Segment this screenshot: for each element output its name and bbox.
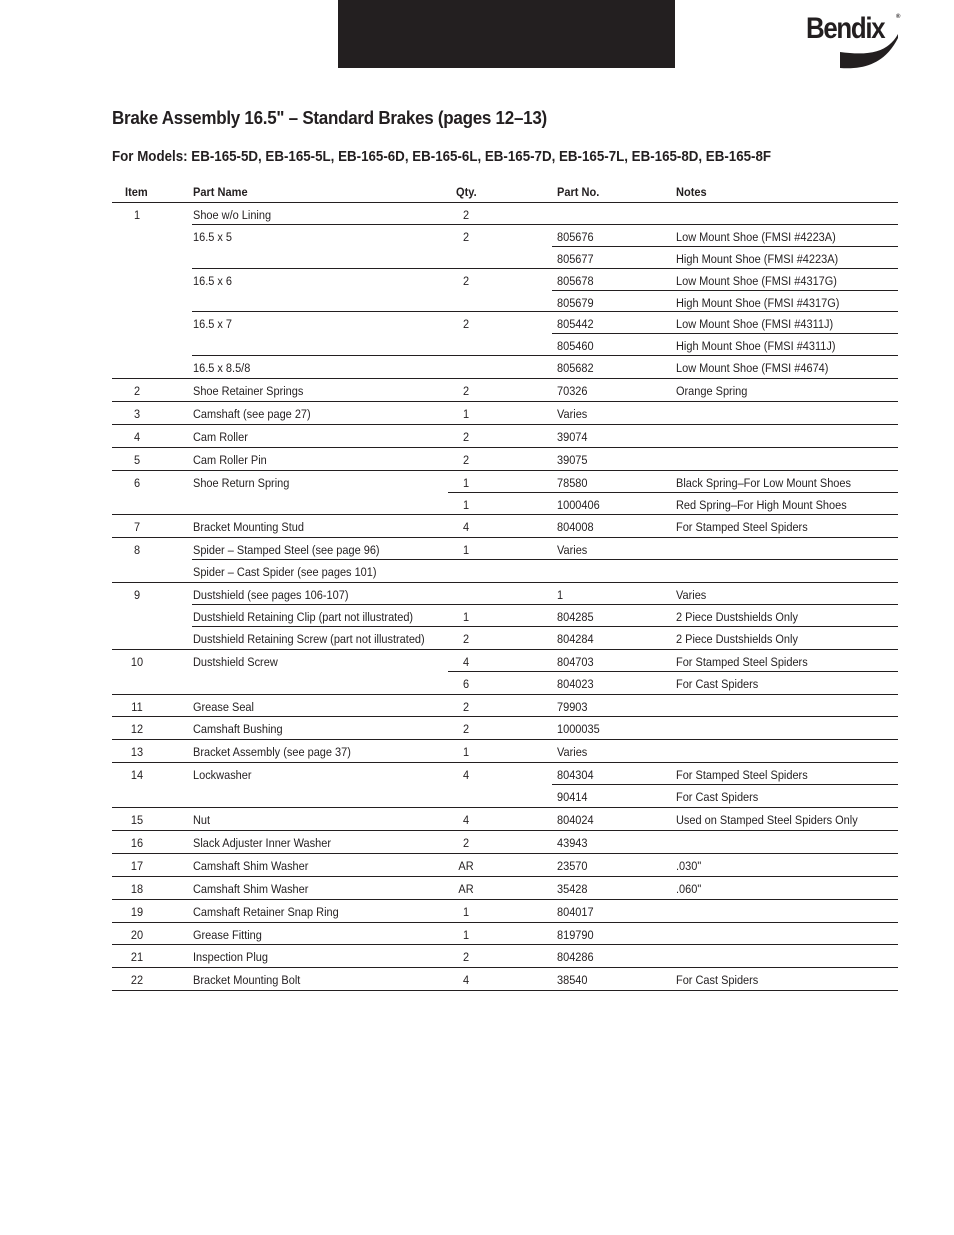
table-item-group (112, 538, 898, 583)
part-name-cell: 16.5 x 7 (193, 317, 233, 332)
part-name-cell: 16.5 x 8.5/8 (193, 361, 251, 376)
part-no-cell: 805678 (557, 273, 594, 288)
part-no-cell: 90414 (557, 790, 588, 805)
part-no-cell: 38540 (557, 973, 588, 988)
item-cell: 1 (133, 208, 141, 222)
item-cell: 14 (130, 768, 144, 783)
part-name-cell: Dustshield (see pages 106-107) (193, 588, 349, 603)
table-row (112, 717, 898, 739)
qty-cell: 2 (462, 429, 470, 444)
part-no-cell: 1000035 (557, 722, 600, 737)
models-subtitle: For Models: EB-165-5D, EB-165-5L, EB-165-6D, EB-165-6L, EB-165-7D, EB-165-7L, EB-165-8D, EB-165-8F (112, 149, 772, 165)
part-name-cell: Slack Adjuster Inner Washer (193, 835, 331, 850)
item-cell: 7 (133, 520, 141, 535)
part-name-cell: Bracket Mounting Bolt (193, 973, 301, 988)
part-name-cell: Spider – Stamped Steel (see page 96) (193, 543, 380, 558)
table-row (112, 356, 898, 378)
header-part-name: Part Name (193, 185, 248, 199)
logo-wordmark: Bendix (806, 12, 885, 45)
table-body (112, 203, 898, 991)
part-no-cell: 804284 (557, 631, 594, 646)
qty-cell: 1 (462, 407, 470, 422)
table-row (112, 854, 898, 876)
part-no-cell: 23570 (557, 858, 588, 873)
table-row (112, 269, 898, 291)
qty-cell: 1 (462, 610, 470, 625)
notes-cell: Black Spring–For Low Mount Shoes (676, 475, 851, 490)
table-row (112, 493, 898, 515)
part-no-cell: 804017 (557, 904, 594, 919)
page-title: Brake Assembly 16.5" – Standard Brakes (pages 12–13) (112, 107, 547, 128)
table-row (112, 785, 898, 807)
table-item-group (112, 854, 898, 877)
part-name-cell: Camshaft (see page 27) (193, 407, 311, 422)
part-name-cell: Lockwasher (193, 768, 252, 783)
table-row (112, 605, 898, 627)
qty-cell: 2 (462, 273, 470, 288)
table-item-group (112, 203, 898, 379)
table-row (112, 471, 898, 493)
parts-table (112, 180, 898, 991)
notes-cell: Varies (676, 588, 707, 603)
table-row (112, 627, 898, 649)
notes-cell: Low Mount Shoe (FMSI #4223A) (676, 229, 836, 244)
table-row (112, 225, 898, 247)
table-row (112, 334, 898, 356)
part-name-cell: Grease Seal (193, 699, 254, 714)
notes-cell: For Stamped Steel Spiders (676, 768, 808, 783)
part-no-cell: 804024 (557, 813, 594, 828)
qty-cell: 4 (462, 654, 470, 669)
part-no-cell: Varies (557, 407, 588, 422)
table-item-group (112, 425, 898, 448)
qty-cell: AR (458, 881, 474, 896)
qty-cell: 1 (462, 475, 470, 490)
qty-cell: 2 (462, 317, 470, 332)
table-item-group (112, 448, 898, 471)
qty-cell: 4 (462, 973, 470, 988)
table-row (112, 312, 898, 334)
item-cell: 16 (130, 835, 144, 850)
table-item-group (112, 808, 898, 831)
table-row (112, 538, 898, 560)
item-cell: 15 (130, 813, 144, 828)
table-row (112, 763, 898, 785)
item-cell: 9 (133, 588, 141, 603)
item-cell: 6 (133, 475, 141, 490)
table-row (112, 448, 898, 470)
qty-cell: 2 (462, 452, 470, 467)
qty-cell: 4 (462, 520, 470, 535)
item-cell: 2 (133, 384, 141, 399)
part-no-cell: 39074 (557, 429, 588, 444)
table-row (112, 583, 898, 605)
qty-cell: 2 (462, 835, 470, 850)
table-item-group (112, 923, 898, 946)
part-no-cell: 805442 (557, 317, 594, 332)
notes-cell: Low Mount Shoe (FMSI #4317G) (676, 273, 837, 288)
notes-cell: Low Mount Shoe (FMSI #4674) (676, 361, 829, 376)
table-item-group (112, 831, 898, 854)
qty-cell: 2 (462, 631, 470, 646)
table-item-group (112, 763, 898, 808)
part-no-cell: 35428 (557, 881, 588, 896)
qty-cell: 1 (462, 543, 470, 558)
qty-cell: 2 (462, 950, 470, 965)
table-row (112, 945, 898, 967)
part-no-cell: 804703 (557, 654, 594, 669)
table-item-group (112, 968, 898, 991)
header-item: Item (125, 185, 148, 199)
part-no-cell: 805682 (557, 361, 594, 376)
table-header (112, 180, 898, 203)
item-cell: 19 (130, 904, 144, 919)
part-no-cell: 805676 (557, 229, 594, 244)
table-row (112, 900, 898, 922)
item-cell: 18 (130, 881, 144, 896)
part-no-cell: 43943 (557, 835, 588, 850)
header-part-no: Part No. (557, 185, 600, 199)
item-cell: 8 (133, 543, 141, 558)
item-cell: 22 (130, 973, 144, 988)
notes-cell: High Mount Shoe (FMSI #4317G) (676, 295, 840, 310)
part-no-cell: 804286 (557, 950, 594, 965)
notes-cell: Used on Stamped Steel Spiders Only (676, 813, 858, 828)
header-bar (338, 0, 675, 68)
qty-cell: 1 (462, 927, 470, 942)
qty-cell: 1 (462, 904, 470, 919)
part-no-cell: 805460 (557, 339, 594, 354)
table-row (112, 203, 898, 225)
notes-cell: For Cast Spiders (676, 973, 759, 988)
table-row (112, 379, 898, 401)
part-name-cell: 16.5 x 5 (193, 229, 233, 244)
table-row (112, 695, 898, 717)
notes-cell: 2 Piece Dustshields Only (676, 631, 798, 646)
part-name-cell: Dustshield Retaining Clip (part not illustrated) (193, 610, 414, 625)
qty-cell: 1 (462, 745, 470, 760)
notes-cell: .030" (676, 858, 702, 873)
qty-cell: 4 (462, 768, 470, 783)
part-no-cell: 78580 (557, 475, 588, 490)
notes-cell: Orange Spring (676, 384, 748, 399)
table-item-group (112, 402, 898, 425)
header-notes: Notes (676, 185, 707, 199)
table-item-group (112, 379, 898, 402)
notes-cell: For Cast Spiders (676, 790, 759, 805)
table-row (112, 831, 898, 853)
item-cell: 21 (130, 950, 144, 965)
part-name-cell: Cam Roller Pin (193, 452, 267, 467)
item-cell: 13 (130, 745, 144, 760)
table-row (112, 968, 898, 990)
item-cell: 11 (131, 699, 143, 714)
part-no-cell: 804285 (557, 610, 594, 625)
part-no-cell: 79903 (557, 699, 588, 714)
qty-cell: AR (458, 858, 474, 873)
part-name-cell: Camshaft Retainer Snap Ring (193, 904, 339, 919)
notes-cell: .060" (676, 881, 702, 896)
item-cell: 10 (130, 654, 144, 669)
qty-cell: 1 (462, 497, 470, 512)
table-item-group (112, 515, 898, 538)
item-cell: 17 (130, 858, 144, 873)
table-item-group (112, 583, 898, 650)
item-cell: 12 (130, 722, 144, 737)
table-item-group (112, 717, 898, 740)
part-name-cell: Dustshield Screw (193, 654, 278, 669)
logo-trademark: ® (896, 14, 901, 20)
qty-cell: 4 (462, 813, 470, 828)
notes-cell: Low Mount Shoe (FMSI #4311J) (676, 317, 834, 332)
notes-cell: For Stamped Steel Spiders (676, 520, 808, 535)
part-name-cell: Grease Fitting (193, 927, 262, 942)
qty-cell: 2 (462, 699, 470, 714)
item-cell: 5 (133, 452, 141, 467)
notes-cell: High Mount Shoe (FMSI #4223A) (676, 251, 839, 266)
part-name-cell: Dustshield Retaining Screw (part not illustrated) (193, 631, 425, 646)
notes-cell: High Mount Shoe (FMSI #4311J) (676, 339, 836, 354)
part-name-cell: Shoe Return Spring (193, 475, 290, 490)
item-cell: 20 (130, 927, 144, 942)
part-no-cell: 70326 (557, 384, 588, 399)
part-name-cell: Bracket Assembly (see page 37) (193, 745, 351, 760)
part-no-cell: Varies (557, 543, 588, 558)
part-name-cell: Camshaft Bushing (193, 722, 283, 737)
notes-cell: 2 Piece Dustshields Only (676, 610, 798, 625)
part-name-cell: Shoe Retainer Springs (193, 384, 304, 399)
part-no-cell: 805679 (557, 295, 594, 310)
part-no-cell: 805677 (557, 251, 594, 266)
part-name-cell: Camshaft Shim Washer (193, 858, 309, 873)
notes-cell: Red Spring–For High Mount Shoes (676, 497, 847, 512)
table-row (112, 402, 898, 424)
table-row (112, 247, 898, 269)
part-name-cell: Shoe w/o Lining (193, 208, 272, 222)
part-no-cell: 804008 (557, 520, 594, 535)
table-row (112, 425, 898, 447)
part-no-cell: 1000406 (557, 497, 600, 512)
qty-cell: 2 (462, 384, 470, 399)
part-name-cell: Bracket Mounting Stud (193, 520, 304, 535)
item-cell: 4 (133, 429, 141, 444)
item-cell: 3 (133, 407, 141, 422)
part-name-cell: Inspection Plug (193, 950, 269, 965)
table-item-group (112, 945, 898, 968)
table-item-group (112, 471, 898, 516)
part-name-cell: Spider – Cast Spider (see pages 101) (193, 565, 377, 580)
notes-cell: For Stamped Steel Spiders (676, 654, 808, 669)
table-item-group (112, 740, 898, 763)
bendix-logo (806, 12, 900, 72)
qty-cell: 6 (462, 676, 470, 691)
table-item-group (112, 877, 898, 900)
table-row (112, 923, 898, 945)
notes-cell: For Cast Spiders (676, 676, 759, 691)
part-no-cell: 39075 (557, 452, 588, 467)
table-row (112, 808, 898, 830)
table-row (112, 515, 898, 537)
qty-cell: 2 (462, 229, 470, 244)
table-row (112, 740, 898, 762)
part-name-cell: Camshaft Shim Washer (193, 881, 309, 896)
part-no-cell: Varies (557, 745, 588, 760)
table-row (112, 650, 898, 672)
table-item-group (112, 695, 898, 718)
part-name-cell: Cam Roller (193, 429, 248, 444)
table-row (112, 672, 898, 694)
table-row (112, 560, 898, 582)
header-qty: Qty. (456, 185, 477, 199)
table-item-group (112, 900, 898, 923)
table-row (112, 877, 898, 899)
qty-cell: 2 (462, 208, 470, 222)
part-no-cell: 804023 (557, 676, 594, 691)
table-row (112, 291, 898, 313)
qty-cell: 2 (462, 722, 470, 737)
table-item-group (112, 650, 898, 695)
part-name-cell: 16.5 x 6 (193, 273, 233, 288)
part-no-cell: 804304 (557, 768, 594, 783)
part-name-cell: Nut (193, 813, 211, 828)
part-no-cell: 819790 (557, 927, 594, 942)
part-no-cell: 1 (557, 588, 564, 603)
